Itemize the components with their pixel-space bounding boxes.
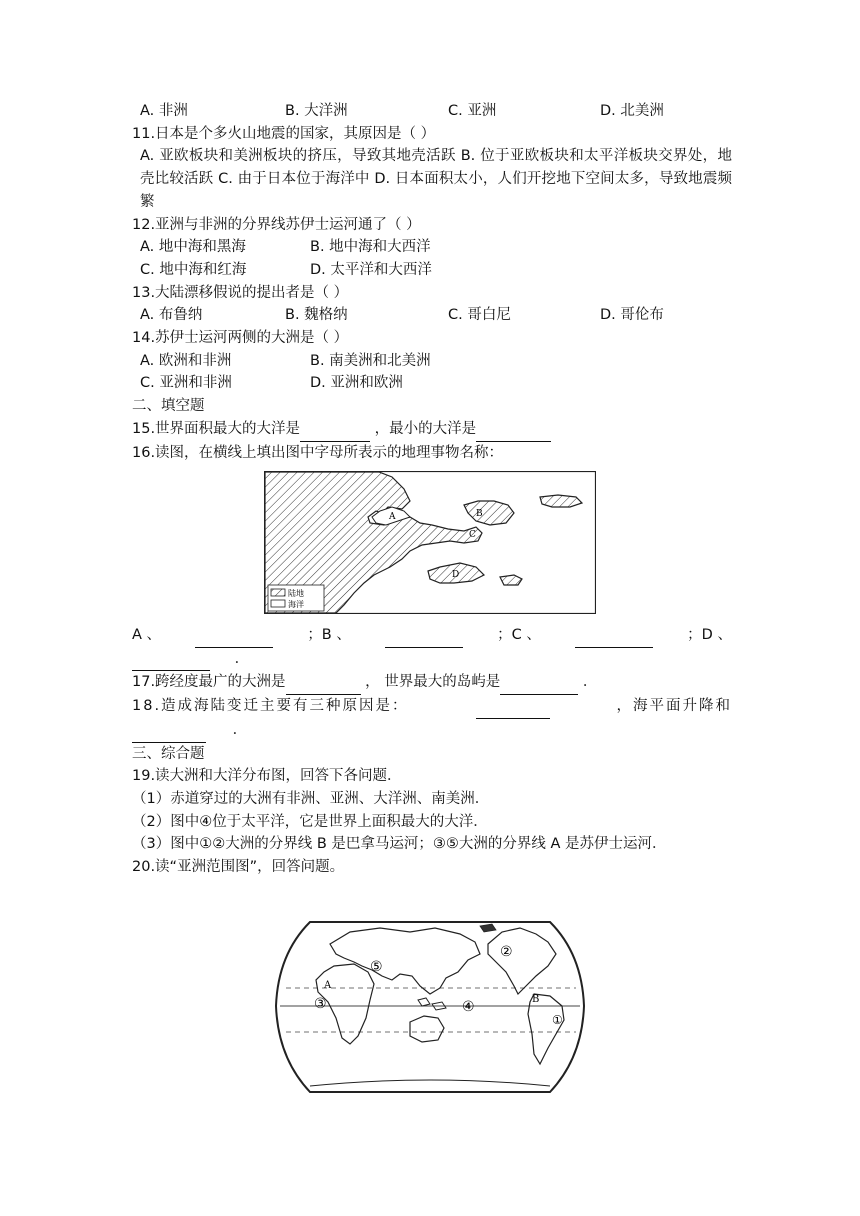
map-label-4: ④	[462, 999, 475, 1015]
q10-option-d: D. 北美洲	[600, 103, 664, 119]
section-2-heading: 二、填空题	[132, 398, 205, 415]
section-3-heading: 三、综合题	[132, 745, 205, 762]
map-letter-d: D	[452, 570, 460, 580]
q20-world-map-figure	[270, 914, 590, 1098]
q16-label-d: ；D 、	[687, 627, 732, 643]
q18-line1	[132, 695, 732, 719]
q12-option-d: D. 太平洋和大西洋	[310, 261, 432, 278]
q10-options	[132, 100, 732, 123]
legend-land-label: 陆地	[288, 589, 304, 598]
q20-stem: 20.读“亚洲范围图”，回答问题。	[132, 859, 345, 876]
q12-stem: 12.亚洲与非洲的分界线苏伊士运河通了（ ）	[132, 216, 421, 233]
q19-line-1: （1）赤道穿过的大洲有非洲、亚洲、大洋洲、南美洲．	[132, 790, 490, 807]
q17-blank-1[interactable]	[286, 671, 361, 695]
q16-blank-d[interactable]	[132, 648, 210, 672]
q15-blank-1[interactable]	[300, 418, 370, 442]
q20-world-map-svg	[270, 914, 590, 1098]
q16-label-c: ；C 、	[497, 627, 541, 643]
q17-part1: 17.跨经度最广的大洲是	[132, 674, 286, 691]
q10-option-a: A. 非洲	[140, 103, 188, 119]
q18-part1: 18.造成海陆变迁主要有三种原因是：	[132, 698, 409, 715]
legend-sea-swatch	[271, 600, 285, 607]
q12-options-row2	[132, 259, 732, 282]
q18-end: ．	[232, 721, 248, 738]
q16-label-b: ；B 、	[307, 627, 351, 643]
q14-option-c: C. 亚洲和非洲	[140, 375, 232, 392]
q18-line2	[132, 719, 732, 743]
q11-options: A. 亚欧板块和美洲板块的挤压，导致其地壳活跃 B. 位于亚欧板块和太平洋板块交界处，地壳比较活跃 C. 由于日本位于海洋中 D. 日本面积太小，人们开挖地下空间太多，导致地震频繁	[140, 148, 732, 210]
map-letter-a: A	[389, 512, 396, 522]
q17	[132, 671, 732, 695]
q16-end: ．	[234, 650, 250, 667]
q13-option-d: D. 哥伦布	[600, 307, 664, 324]
q13-option-b: B. 魏格纳	[285, 307, 348, 324]
q16-answer-row2	[132, 648, 732, 672]
q18-blank-2[interactable]	[132, 719, 206, 743]
legend-sea-label: 海洋	[288, 600, 304, 609]
q15-part2: ，最小的大洋是	[374, 420, 477, 437]
q13-option-c: C. 哥白尼	[448, 307, 511, 324]
q16-blank-a[interactable]	[195, 624, 273, 648]
q16-blank-c[interactable]	[575, 624, 653, 648]
q14-stem: 14.苏伊士运河两侧的大洲是（ ）	[132, 330, 349, 347]
q14-options-row2	[132, 372, 732, 395]
map-label-1: ①	[552, 1013, 563, 1027]
q16-map-svg	[264, 471, 596, 614]
q17-part2: ， 世界最大的岛屿是	[365, 674, 501, 691]
q12-options-row1	[132, 236, 732, 259]
map-label-3: ③	[314, 996, 327, 1012]
q11-stem: 11.日本是个多火山地震的国家，其原因是（ ）	[132, 125, 436, 142]
q18-part2: ，海平面升降和	[616, 698, 732, 715]
q15-blank-2[interactable]	[476, 418, 551, 442]
q13-option-a: A. 布鲁纳	[140, 307, 203, 324]
q16-label-a: A 、	[132, 627, 162, 643]
q19-line-2: （2）图中④位于太平洋，它是世界上面积最大的大洋．	[132, 813, 488, 830]
q18-blank-1[interactable]	[476, 695, 550, 719]
q12-option-c: C. 地中海和红海	[140, 261, 247, 278]
q16-blank-b[interactable]	[385, 624, 463, 648]
q13-options	[132, 304, 732, 327]
q14-options-row1	[132, 350, 732, 373]
q10-option-b: B. 大洋洲	[285, 103, 348, 119]
q17-end: ．	[582, 674, 598, 691]
q15	[132, 418, 732, 442]
map-label-a: A	[324, 980, 332, 991]
map-label-b: B	[532, 994, 540, 1005]
q10-option-c: C. 亚洲	[448, 103, 497, 119]
map-label-5: ⑤	[370, 959, 383, 975]
exam-page	[132, 100, 732, 464]
q19-stem: 19.读大洲和大洋分布图，回答下各问题．	[132, 768, 402, 785]
map-letter-c: C	[469, 530, 476, 540]
q14-option-d: D. 亚洲和欧洲	[310, 375, 403, 392]
q16-answer-row	[132, 624, 732, 648]
island-e-shape	[540, 495, 582, 507]
q12-option-b: B. 地中海和大西洋	[310, 239, 431, 256]
map-letter-b: B	[476, 509, 483, 519]
q12-option-a: A. 地中海和黑海	[140, 239, 246, 256]
q16-stem: 16.读图，在横线上填出图中字母所表示的地理事物名称：	[132, 444, 504, 461]
q17-blank-2[interactable]	[500, 671, 578, 695]
q15-part1: 15.世界面积最大的大洋是	[132, 420, 301, 437]
q16-map-figure	[264, 471, 596, 614]
map-label-2: ②	[500, 944, 513, 960]
legend-land-swatch	[271, 589, 285, 596]
q16-answers	[132, 624, 732, 879]
q13-stem: 13.大陆漂移假说的提出者是（ ）	[132, 284, 349, 301]
q14-option-a: A. 欧洲和非洲	[140, 352, 232, 369]
q14-option-b: B. 南美洲和北美洲	[310, 352, 431, 369]
q19-line-3: （3）图中①②大洲的分界线 B 是巴拿马运河；③⑤大洲的分界线 A 是苏伊士运河．	[132, 836, 667, 853]
